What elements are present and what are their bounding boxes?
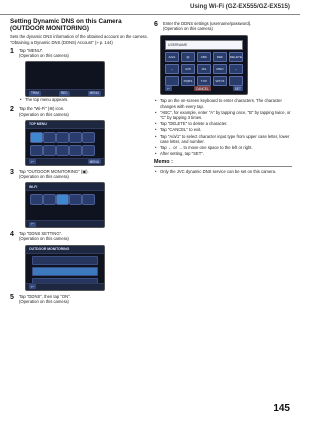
menu-tile-icon[interactable]: [69, 145, 82, 156]
cancel-button[interactable]: CANCEL: [195, 86, 209, 91]
step-text: Tap "DDNS", then tap "ON".: [19, 293, 71, 299]
username-field[interactable]: USERNAME: [165, 40, 243, 50]
camera-screen-3: [25, 182, 105, 228]
left-arrow-key[interactable]: ←: [165, 64, 179, 74]
page-header: [0, 0, 300, 14]
bullet: • After setting, tap "SET".: [160, 151, 292, 156]
set-button[interactable]: SET: [234, 86, 241, 91]
key[interactable]: JKL: [197, 64, 211, 74]
step-note: (Operation on this camera): [19, 236, 69, 242]
key-input-type[interactable]: A/a/1: [165, 52, 179, 62]
key[interactable]: [229, 76, 243, 86]
screen-top-bar: [26, 121, 104, 129]
wifi-mode-icon[interactable]: [69, 194, 82, 205]
bullet: • "ABC", for example, enter "A" by tapping once, "B" by tapping twice, or "C" by tapping 3 times.: [160, 110, 292, 120]
step-note: (Operation on this camera): [19, 53, 69, 59]
back-button[interactable]: ↩: [31, 284, 34, 289]
wifi-mode-icon[interactable]: [43, 194, 56, 205]
list-item[interactable]: [32, 256, 98, 265]
step-3: [10, 169, 148, 228]
onscreen-keyboard: [160, 35, 248, 95]
key[interactable]: GHI: [181, 64, 195, 74]
camera-screen-4: [25, 245, 105, 291]
section-title: Setting Dynamic DNS on this Camera (OUTDOOR MONITORING): [10, 18, 122, 33]
key[interactable]: MNO: [213, 64, 227, 74]
step-note: (Operation on this camera): [19, 298, 69, 304]
menu-tile-icon[interactable]: [82, 132, 95, 143]
screen-title: TOP MENU: [29, 122, 47, 127]
left-column: [10, 18, 148, 304]
key[interactable]: [165, 76, 179, 86]
memo-text: • Only the JVC dynamic DNS service can be set on this camera.: [160, 169, 292, 174]
step-text: Tap the "Wi-Fi" (☰) icon.: [19, 106, 65, 112]
bullet: • Tap "A/a/1" to select character input type from upper case letter, lower case letter, and number.: [160, 134, 292, 144]
step-sub: • The top menu appears.: [25, 97, 148, 102]
outdoor-monitoring-icon[interactable]: [56, 194, 69, 205]
bullet: • Tap "DELETE" to delete a character.: [160, 121, 292, 126]
back-button[interactable]: ↩: [31, 159, 34, 164]
keyboard-footer: [165, 86, 243, 91]
back-button[interactable]: ↩: [167, 86, 170, 91]
menu-tile-icon[interactable]: [43, 132, 56, 143]
intro-text: Sets the dynamic DNS information of the obtained account on the camera. "Obtaining a Dynamic DNS (DDNS) Account" (» p. 144): [10, 34, 148, 45]
step-1: [10, 48, 148, 104]
page-number: 145: [273, 403, 290, 414]
step-text: Tap "MENU".: [19, 47, 44, 53]
bullet: • Tap on the on-screen keyboard to enter characters. The character changes with every tap.: [160, 98, 292, 108]
screen-bottom-bar: [26, 89, 104, 96]
wifi-icon[interactable]: [30, 132, 43, 143]
wifi-icon-grid: [30, 194, 93, 205]
keyboard-keys: [165, 52, 243, 86]
screen-bottom-bar: [26, 220, 104, 227]
key[interactable]: PQRS: [181, 76, 195, 86]
key[interactable]: TUV: [197, 76, 211, 86]
menu-button[interactable]: MENU: [89, 91, 99, 96]
step-number: 3: [10, 168, 14, 176]
step-4: [10, 231, 148, 290]
menu-tile-icon[interactable]: [30, 145, 43, 156]
key[interactable]: ABC: [197, 52, 211, 62]
camera-screen-2: [25, 120, 105, 166]
key[interactable]: WXYZ: [213, 76, 227, 86]
step-2: [10, 106, 148, 165]
screen-top-bar: [26, 183, 104, 191]
step-number: 2: [10, 106, 14, 114]
step-number: 5: [10, 293, 14, 301]
menu-tile-icon[interactable]: [43, 145, 56, 156]
menu-icon-grid: [30, 132, 93, 156]
step-text: Tap "OUTDOOR MONITORING" (▣).: [19, 168, 89, 174]
menu-tile-icon[interactable]: [69, 132, 82, 143]
step-text: Tap "DDNS SETTING".: [19, 231, 63, 237]
right-arrow-key[interactable]: →: [229, 64, 243, 74]
rec-button[interactable]: REC: [60, 91, 68, 96]
memo-rule: [154, 166, 292, 167]
key[interactable]: DEF: [213, 52, 227, 62]
menu-tile-icon[interactable]: [56, 132, 69, 143]
step-6: [154, 21, 292, 31]
bullet: • Tap "CANCEL" to exit.: [160, 127, 292, 132]
menu-tile-icon[interactable]: [56, 145, 69, 156]
bullet: • Tap ← or → to move one space to the left or right.: [160, 145, 292, 150]
back-button[interactable]: ↩: [31, 222, 34, 227]
delete-key[interactable]: DELETE: [229, 52, 243, 62]
trim-button[interactable]: TRIM: [31, 91, 39, 96]
step-number: 6: [154, 21, 158, 28]
screen-bottom-bar: [26, 158, 104, 165]
step-note: (Operation on this camera): [19, 174, 69, 180]
step-number: 1: [10, 47, 14, 55]
wifi-mode-icon[interactable]: [82, 194, 95, 205]
wifi-mode-icon[interactable]: [30, 194, 43, 205]
screen-title: Wi-Fi: [29, 184, 38, 189]
step-5: [10, 294, 148, 304]
step-number: 4: [10, 231, 14, 239]
screen-title: OUTDOOR MONITORING: [29, 247, 70, 252]
right-column: [154, 18, 292, 176]
header-rule: [0, 14, 300, 15]
header-title: Using Wi-Fi (GZ-EX555/GZ-EX515): [190, 3, 290, 10]
camera-screen-1: [25, 61, 105, 97]
menu-tile-icon[interactable]: [82, 145, 95, 156]
key[interactable]: @: [181, 52, 195, 62]
screen-bottom-bar: [26, 283, 104, 290]
list-item[interactable]: [32, 267, 98, 276]
screen-top-bar: [26, 246, 104, 254]
step-text: Enter the DDNS settings (username/password).: [163, 21, 252, 26]
step-note: (Operation on this camera): [163, 26, 213, 32]
menu-button[interactable]: MENU: [89, 159, 99, 164]
step-note: (Operation on this camera): [19, 111, 69, 117]
memo-title: Memo :: [154, 159, 173, 166]
